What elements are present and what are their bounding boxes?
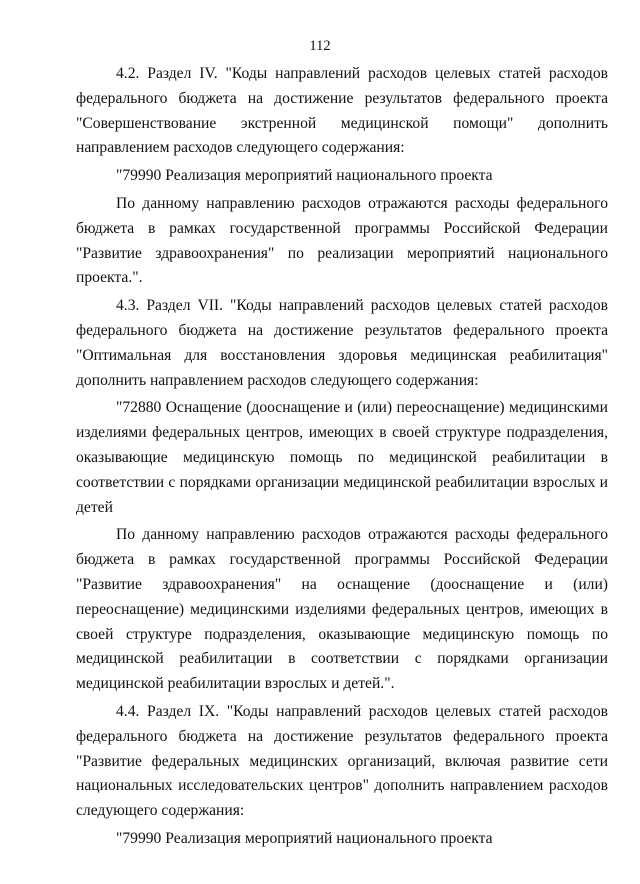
paragraph-section-4-4: 4.4. Раздел IX. "Коды направлений расходов целевых статей расходов федерального бюджета на достижение результатов федерального проекта "Развитие федеральных медицинских организаций, включая развитие сети национальных исследовательских центров" дополнить направлением расходов следующего содержания: (76, 702, 608, 820)
paragraph-code-79990-heading-2: "79990 Реализация мероприятий национального проекта (116, 829, 493, 847)
paragraph-code-72880-heading: "72880 Оснащение (дооснащение и (или) переоснащение) медицинскими изделиями федеральных центров, имеющих в своей структуре подразделения, оказывающие медицинскую помощь по медицинской реабилитации в соответствии с порядками организации медицинской реабилитации взрослых и детей (76, 399, 608, 516)
paragraph-code-79990-description: По данному направлению расходов отражаются расходы федерального бюджета в рамках государственной программы Российской Федерации "Развитие здравоохранения" по реализации мероприятий национального проекта.". (76, 194, 608, 287)
page-number: 112 (309, 38, 331, 54)
paragraph-section-4-3: 4.3. Раздел VII. "Коды направлений расходов целевых статей расходов федерального бюджета на достижение результатов федерального проекта "Оптимальная для восстановления здоровья медицинская реабилитация" дополнить направлением расходов следующего содержания: (76, 297, 608, 389)
document-body (76, 62, 608, 852)
paragraph-code-72880-description: По данному направлению расходов отражаются расходы федерального бюджета в рамках государственной программы Российской Федерации "Развитие здравоохранения" на оснащение (дооснащение и (или) переоснащение) медицинскими изделиями федеральных центров, имеющих в своей структуре подразделения, оказывающие медицинскую помощь по медицинской реабилитации в соответствии с порядками организации медицинской реабилитации взрослых и детей.". (76, 526, 608, 693)
paragraph-code-79990-heading: "79990 Реализация мероприятий национального проекта (116, 167, 493, 185)
paragraph-section-4-2: 4.2. Раздел IV. "Коды направлений расходов целевых статей расходов федерального бюджета на достижение результатов федерального проекта "Совершенствование экстренной медицинской помощи" дополнить направлением расходов следующего содержания: (76, 65, 608, 157)
